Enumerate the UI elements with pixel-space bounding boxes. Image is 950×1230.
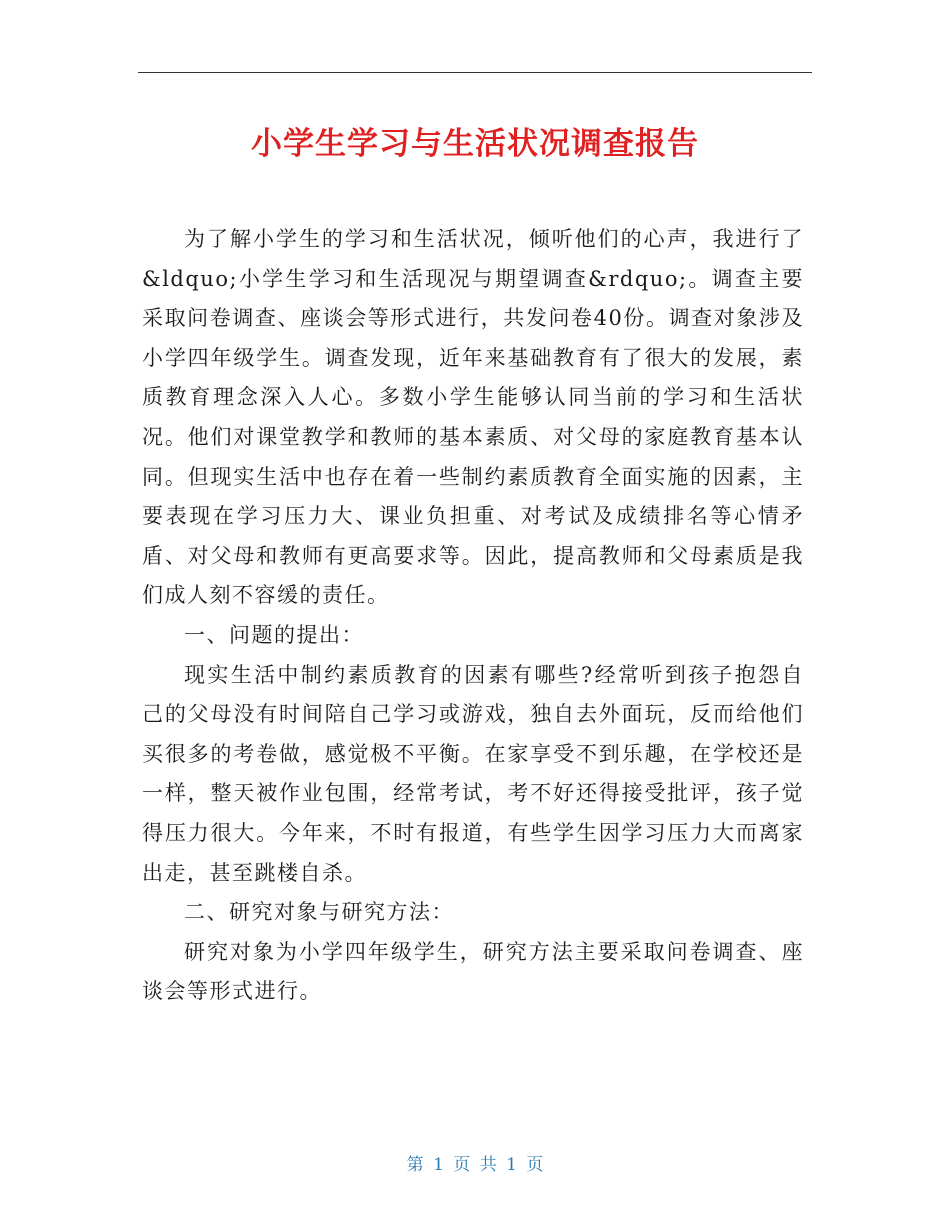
header-rule [138, 72, 812, 73]
page-number: 第 1 页 共 1 页 [406, 1155, 544, 1175]
section-heading-1: 一、问题的提出： [184, 622, 364, 647]
section-heading-2: 二、研究对象与研究方法： [184, 900, 454, 925]
paragraph-method: 研究对象为小学四年级学生，研究方法主要采取问卷调查、座谈会等形式进行。 [142, 939, 804, 1004]
paragraph-problem: 现实生活中制约素质教育的因素有哪些?经常听到孩子抱怨自己的父母没有时间陪自己学习或游戏，独自去外面玩，反而给他们买很多的考卷做，感觉极不平衡。在家享受不到乐趣，在学校还是一样，整天被作业包围，经常考试，考不好还得接受批评，孩子觉得压力很大。今年来，不时有报道，有些学生因学习压力大而离家出走，甚至跳楼自杀。 [142, 662, 804, 885]
document-body [142, 220, 804, 1012]
paragraph-intro: 为了解小学生的学习和生活状况，倾听他们的心声，我进行了&ldquo;小学生学习和生活现况与期望调查&rdquo;。调查主要采取问卷调查、座谈会等形式进行，共发问卷40份。调查对象涉及小学四年级学生。调查发现，近年来基础教育有了很大的发展，素质教育理念深入人心。多数小学生能够认同当前的学习和生活状况。他们对课堂教学和教师的基本素质、对父母的家庭教育基本认同。但现实生活中也存在着一些制约素质教育全面实施的因素，主要表现在学习压力大、课业负担重、对考试及成绩排名等心情矛盾、对父母和教师有更高要求等。因此，提高教师和父母素质是我们成人刻不容缓的责任。 [142, 227, 804, 608]
document-title: 小学生学习与生活状况调查报告 [251, 126, 699, 162]
